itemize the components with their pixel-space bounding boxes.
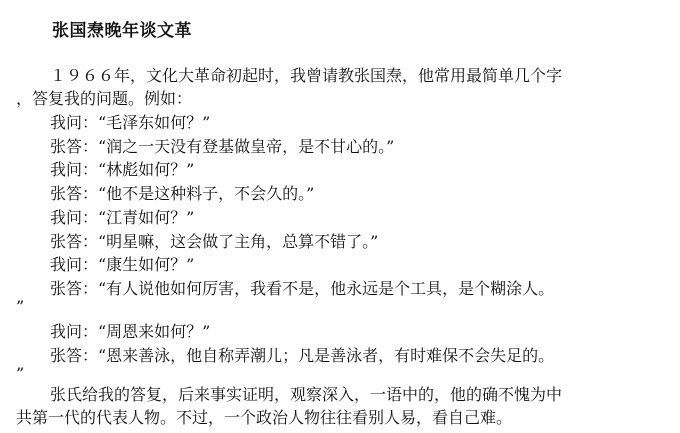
document-title: 张国焘晚年谈文革 (52, 21, 192, 41)
conclusion-line-1: 张氏给我的答复，后来事实证明，观察深入，一语中的，他的确不愧为中 (50, 385, 563, 404)
dialogue-line-7: 我问：“康生如何？” (50, 255, 195, 274)
conclusion-line-2: 共第一代的代表人物。不过，一个政治人物往往看别人易，看自己难。 (16, 408, 513, 427)
dialogue-line-8: 张答：“有人说他如何厉害，我看不是，他永远是个工具，是个糊涂人。 (50, 279, 555, 298)
intro-line-2: ，答复我的问题。例如： (16, 89, 193, 108)
dialogue-line-11: 张答：“恩来善泳，他自称弄潮儿；凡是善泳者，有时难保不会失足的。 (50, 346, 555, 365)
intro-line-1: １９６６年，文化大革命初起时，我曾请教张国焘，他常用最简单几个字 (50, 66, 563, 85)
dialogue-line-6: 张答：“明星嘛，这会做了主角，总算不错了。” (50, 232, 379, 251)
dialogue-line-10: 我问：“周恩来如何？” (50, 322, 211, 341)
dialogue-line-5: 我问：“江青如何？” (50, 208, 195, 227)
dialogue-line-4: 张答：“他不是这种料子，不会久的。” (50, 184, 315, 203)
dialogue-line-9: ” (16, 297, 25, 316)
dialogue-line-2: 张答：“润之一天没有登基做皇帝，是不甘心的。” (50, 137, 395, 156)
dialogue-line-3: 我问：“林彪如何？” (50, 160, 195, 179)
dialogue-line-12: ” (16, 364, 25, 383)
dialogue-line-1: 我问：“毛泽东如何？” (50, 113, 211, 132)
